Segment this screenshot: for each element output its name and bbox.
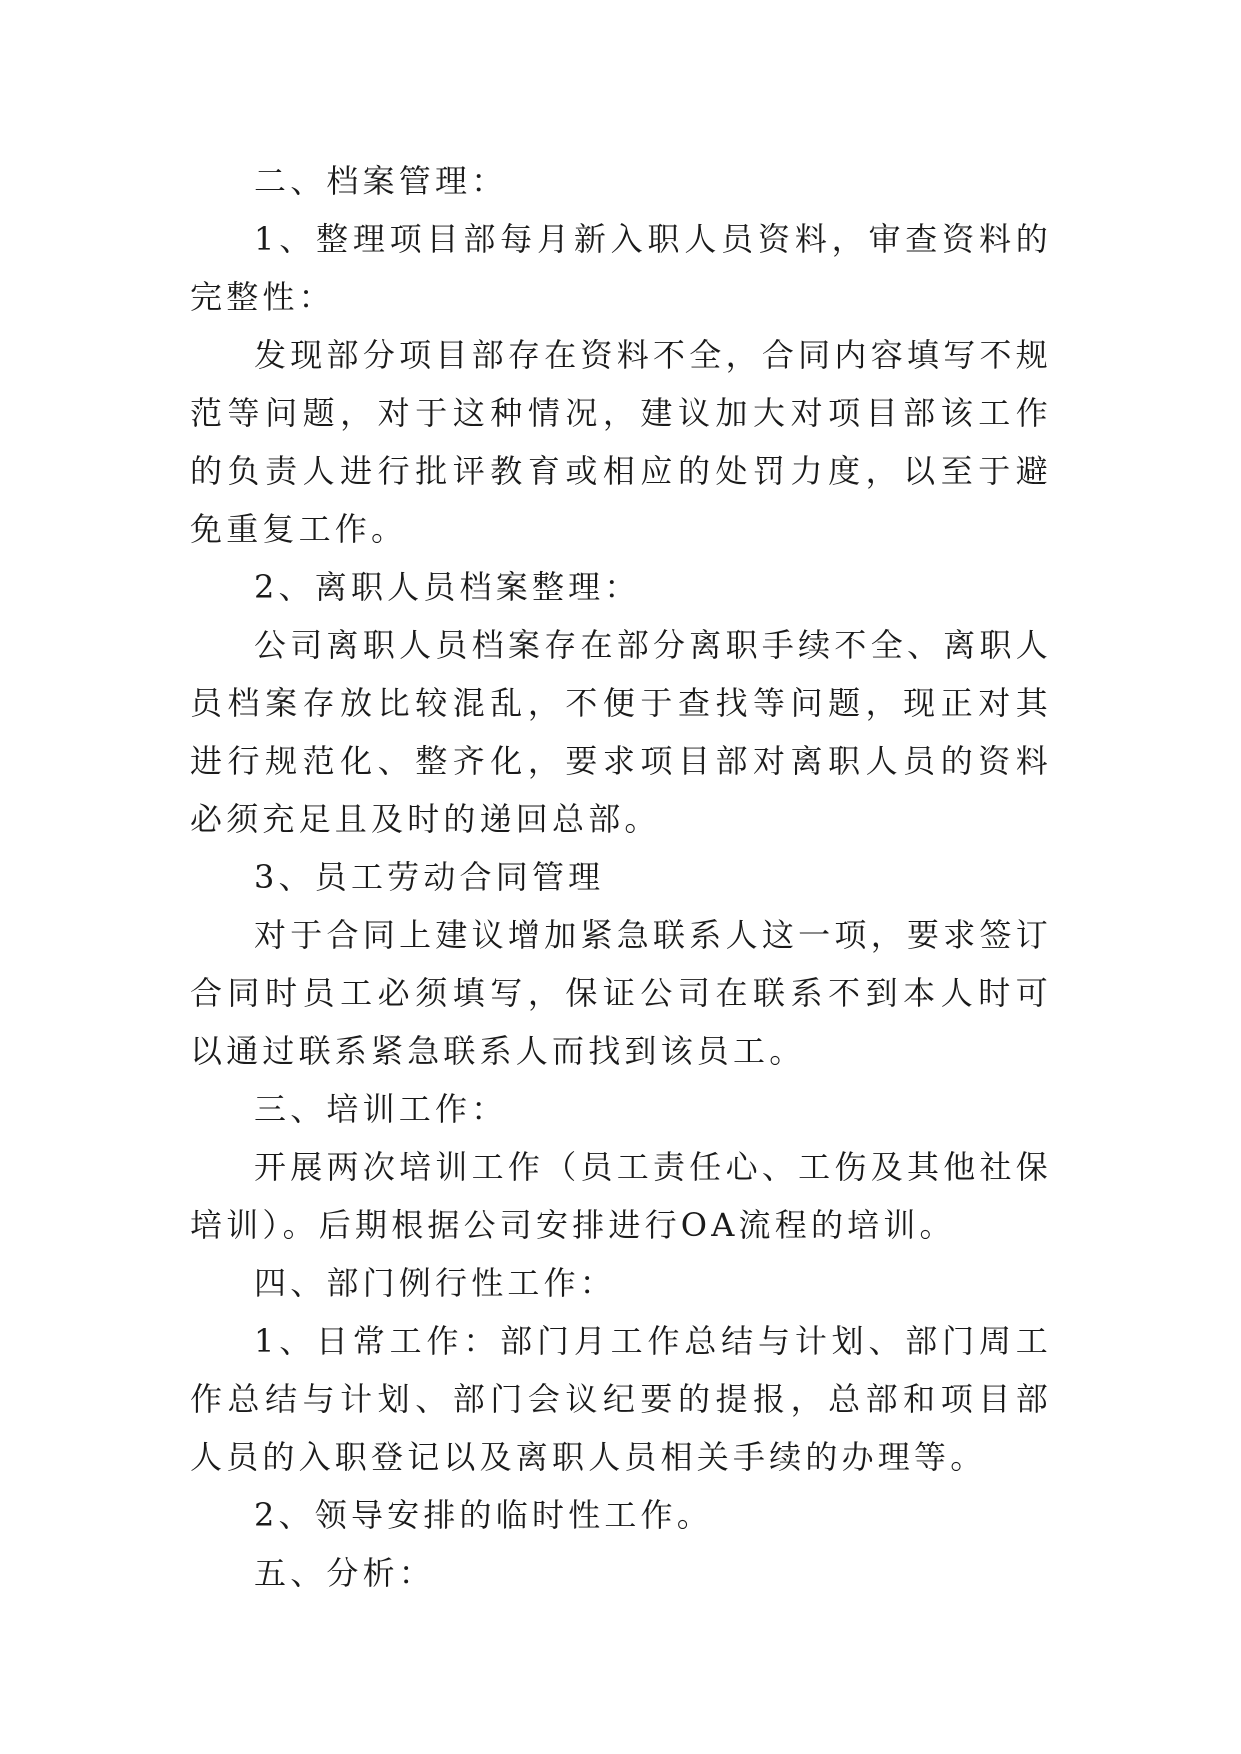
item-heading-labor-contracts: 3、员工劳动合同管理 xyxy=(254,858,605,896)
section-heading-analysis: 五、分析： xyxy=(254,1554,436,1592)
item-heading-resigned-files: 2、离职人员档案整理： xyxy=(254,568,641,606)
paragraph-new-hire-issues: 发现部分项目部存在资料不全，合同内容填写不规范等问题，对于这种情况，建议加大对项目部该工作的负责人进行批评教育或相应的处罚力度，以至于避免重复工作。 xyxy=(190,336,1052,548)
paragraph-temporary-work: 2、领导安排的临时性工作。 xyxy=(254,1496,713,1534)
paragraph-training: 开展两次培训工作（员工责任心、工伤及其他社保培训）。后期根据公司安排进行OA流程的培训。 xyxy=(190,1148,1052,1244)
item-heading-new-hire-files: 1、整理项目部每月新入职人员资料，审查资料的完整性： xyxy=(190,220,1052,316)
section-heading-routine-work: 四、部门例行性工作： xyxy=(254,1264,617,1302)
document-body xyxy=(190,152,1052,1602)
paragraph-resigned-files: 公司离职人员档案存在部分离职手续不全、离职人员档案存放比较混乱，不便于查找等问题，现正对其进行规范化、整齐化，要求项目部对离职人员的资料必须充足且及时的递回总部。 xyxy=(190,626,1052,838)
section-heading-archive: 二、档案管理： xyxy=(254,162,508,200)
paragraph-labor-contracts: 对于合同上建议增加紧急联系人这一项，要求签订合同时员工必须填写，保证公司在联系不到本人时可以通过联系紧急联系人而找到该员工。 xyxy=(190,916,1052,1070)
paragraph-daily-work: 1、日常工作：部门月工作总结与计划、部门周工作总结与计划、部门会议纪要的提报，总部和项目部人员的入职登记以及离职人员相关手续的办理等。 xyxy=(190,1322,1052,1476)
section-heading-training: 三、培训工作： xyxy=(254,1090,508,1128)
